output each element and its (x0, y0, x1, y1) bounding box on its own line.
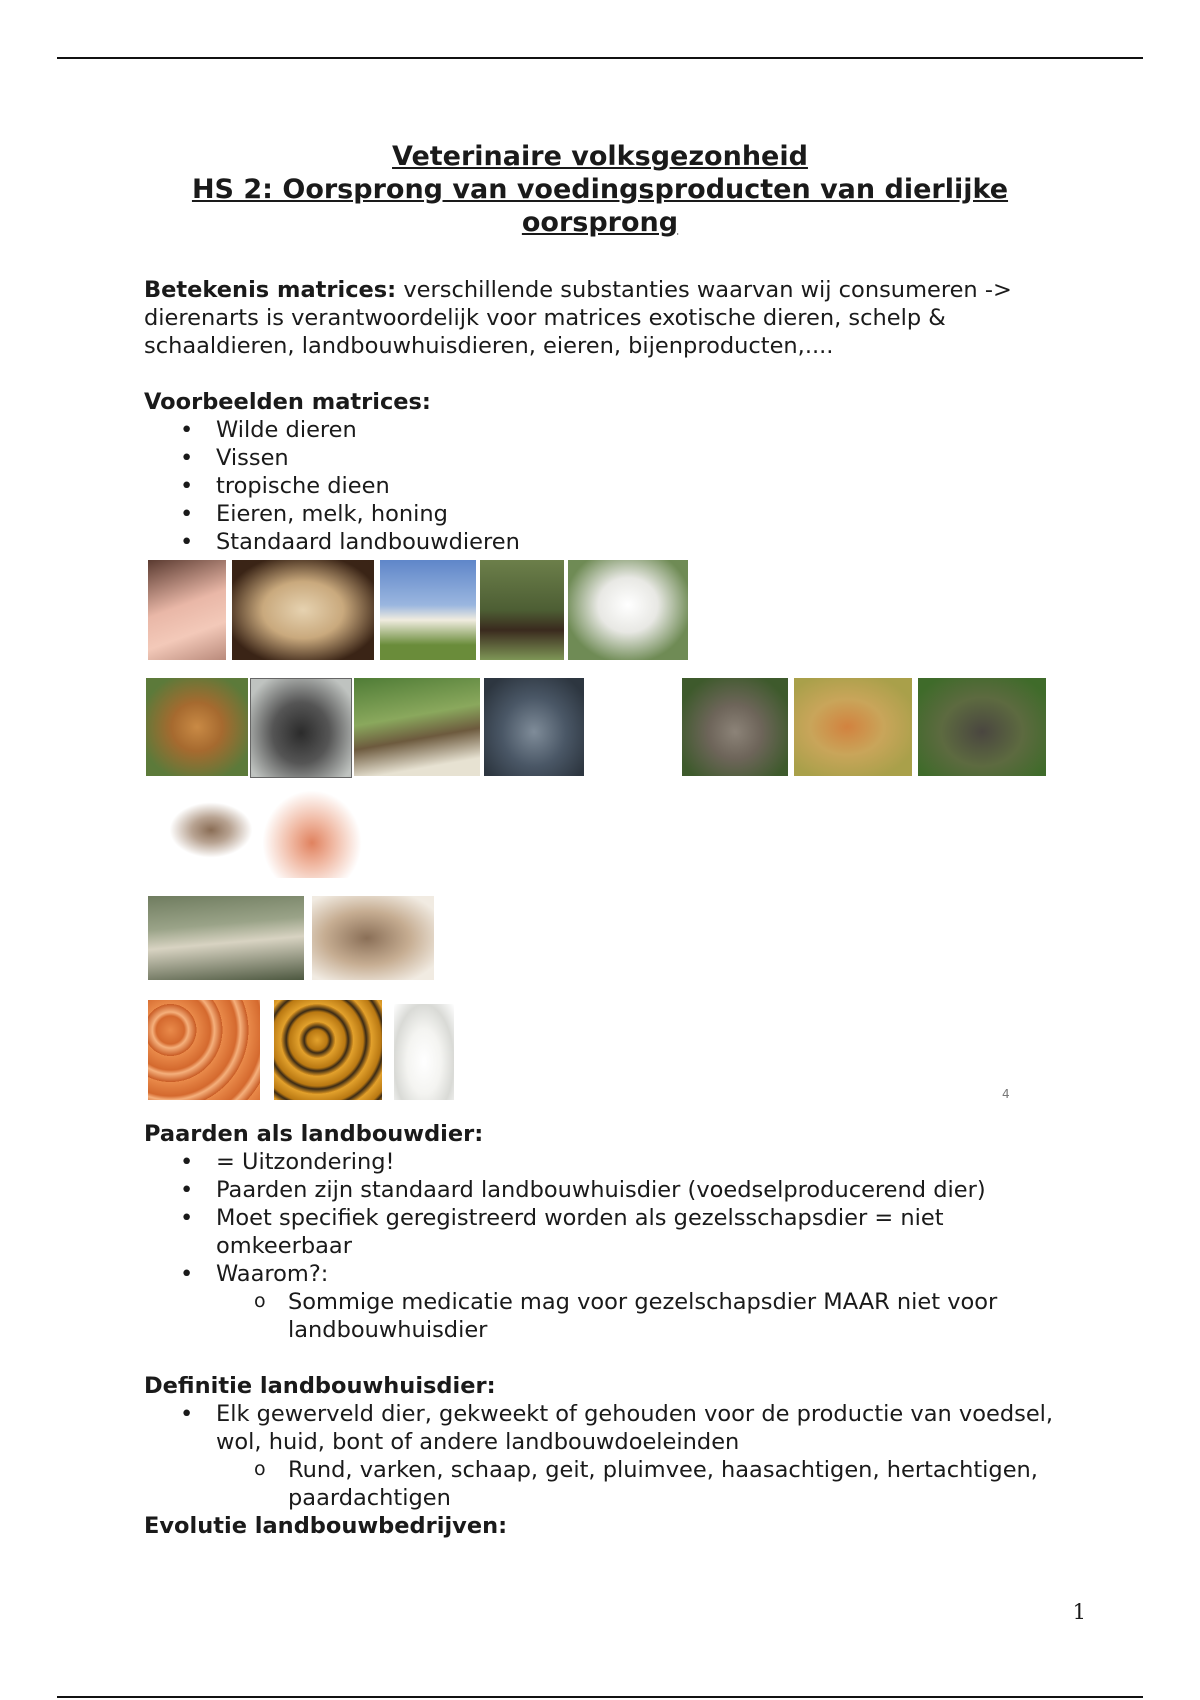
horse-photo (480, 560, 564, 660)
list-item: • Wilde dieren (144, 416, 1064, 444)
duck-photo (354, 678, 480, 776)
kangaroo-photo (312, 896, 434, 980)
wild-boar-photo (918, 678, 1046, 776)
list-item: • Vissen (144, 444, 1064, 472)
list-item: • Paarden zijn standaard landbouwhuisdier (voedselproducerend dier) (144, 1176, 1064, 1204)
list-item: • Eieren, melk, honing (144, 500, 1064, 528)
sheep-photo (380, 560, 476, 660)
list-item: • tropische dieen (144, 472, 1064, 500)
animal-matrices-figure (140, 560, 1060, 1120)
document-title (130, 140, 1070, 239)
voorbeelden-heading: Voorbeelden matrices: (144, 389, 431, 415)
slide-number: 4 (1002, 1087, 1010, 1101)
document-body (144, 276, 1064, 1540)
title-line-1: Veterinaire volksgezonheid (392, 141, 808, 172)
definitie-heading: Definitie landbouwhuisdier: (144, 1373, 496, 1399)
definitie-sublist (216, 1456, 1064, 1512)
paarden-sublist (216, 1288, 1064, 1344)
footer-rule (57, 1696, 1143, 1698)
list-item: o Rund, varken, schaap, geit, pluimvee, haasachtigen, hertachtigen, paardachtigen (216, 1456, 1064, 1512)
paarden-list (144, 1148, 1064, 1344)
rabbit-photo (682, 678, 788, 776)
header-rule (57, 57, 1143, 59)
title-line-2: HS 2: Oorsprong van voedingsproducten van dierlijke (191, 174, 1009, 205)
turkey-photo (250, 678, 352, 778)
deer-photo (794, 678, 912, 776)
fish-photo (166, 800, 256, 860)
betekenis-paragraph (144, 276, 1064, 360)
honeycomb-photo (274, 1000, 382, 1100)
evolutie-heading: Evolutie landbouwbedrijven: (144, 1513, 508, 1539)
paarden-heading: Paarden als landbouwdier: (144, 1121, 484, 1147)
list-item: • = Uitzondering! (144, 1148, 1064, 1176)
title-line-3: oorsprong (521, 207, 679, 238)
crocodile-photo (148, 896, 304, 980)
definitie-list (144, 1400, 1064, 1512)
list-item: o Sommige medicatie mag voor gezelschapsdier MAAR niet voor landbouwhuisdier (216, 1288, 1064, 1344)
list-item: • Waarom?: o Sommige medicatie mag voor gezelschapsdier MAAR niet voor landbouwhuisdier (144, 1260, 1064, 1344)
milk-bottle-photo (394, 1004, 454, 1100)
pigeon-photo (484, 678, 584, 776)
page-number: 1 (1072, 1600, 1086, 1624)
betekenis-text: verschillende substanties waarvan wij consumeren -> dierenarts is verantwoordelijk voor matrices exotische dieren, schelp & schaaldieren, landbouwhuisdieren, eieren, bijenproducten,.... (144, 277, 1012, 359)
list-item: • Elk gewerveld dier, gekweekt of gehouden voor de productie van voedsel, wol, huid, bont of andere landbouwdoeleinden o Rund, varken, schaap, geit, pluimvee, haasachtigen, hertachtigen, paardachtigen (144, 1400, 1064, 1512)
shrimp-photo (262, 790, 362, 878)
betekenis-label: Betekenis matrices: (144, 277, 397, 303)
eggs-photo (148, 1000, 260, 1100)
list-item: • Standaard landbouwdieren (144, 528, 1064, 556)
list-item: • Moet specifiek geregistreerd worden als gezelsschapsdier = niet omkeerbaar (144, 1204, 1064, 1260)
chicken-photo (146, 678, 248, 776)
voorbeelden-list (144, 416, 1064, 556)
goat-photo (568, 560, 688, 660)
cow-photo (232, 560, 374, 660)
pig-photo (148, 560, 226, 660)
